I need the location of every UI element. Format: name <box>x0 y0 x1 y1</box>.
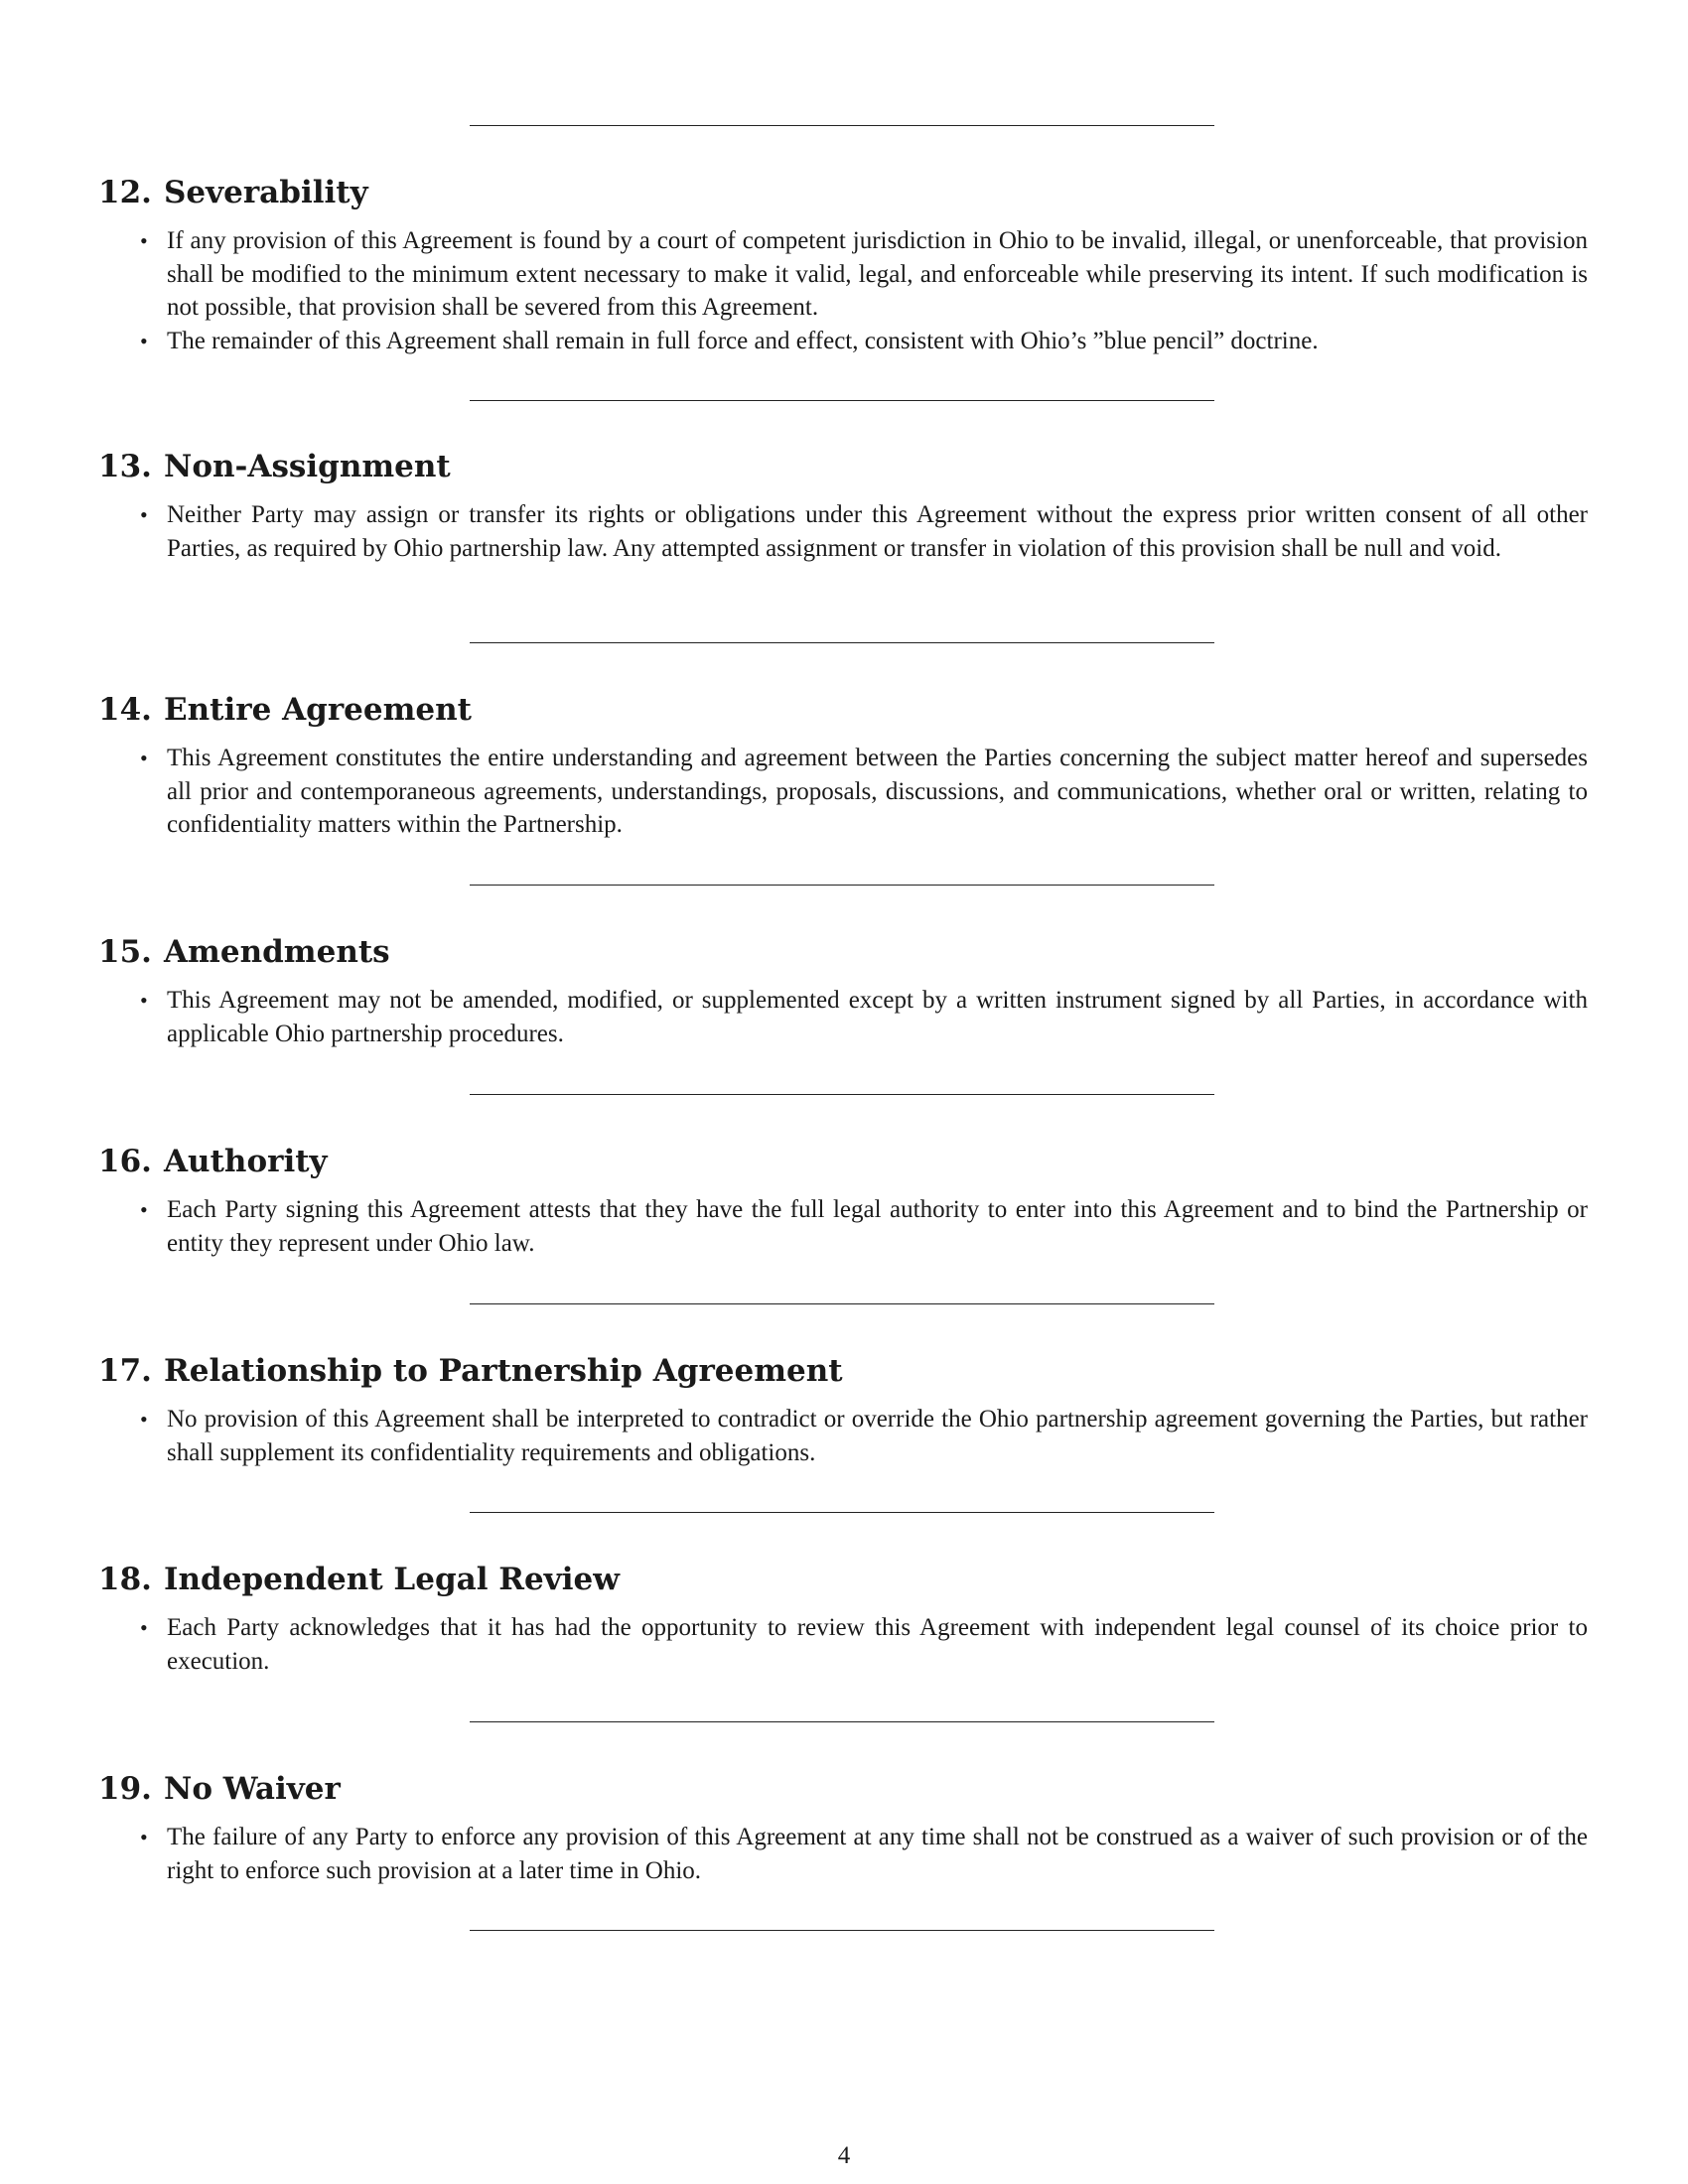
section-divider <box>470 1930 1214 1931</box>
section-number: 14. <box>98 692 152 728</box>
section-heading <box>98 692 1588 728</box>
bullet-icon: • <box>140 328 148 353</box>
list-item-text: This Agreement constitutes the entire understanding and agreement between the Parties concerning the subject matter hereof and supersedes all prior and contemporaneous agreements, understandings, proposals, discussions, and communications, whether oral or written, relating to confidentiality matters within the Partnership. <box>167 745 1588 838</box>
section-15 <box>98 934 1588 1050</box>
list-item <box>98 498 1588 565</box>
list-item-text: Each Party signing this Agreement attests that they have the full legal authority to enter into this Agreement and to bind the Partnership or entity they represent under Ohio law. <box>167 1196 1588 1257</box>
section-number: 13. <box>98 449 152 484</box>
section-heading <box>98 175 1588 210</box>
section-heading <box>98 1353 1588 1389</box>
section-divider <box>470 125 1214 126</box>
bullet-list <box>98 1611 1588 1678</box>
section-title: Severability <box>164 175 368 210</box>
section-title: Independent Legal Review <box>164 1562 620 1597</box>
bullet-list <box>98 1403 1588 1469</box>
section-heading <box>98 449 1588 484</box>
list-item-text: If any provision of this Agreement is found by a court of competent jurisdiction in Ohio to be invalid, illegal, or unenforceable, that provision shall be modified to the minimum extent necessary to make it valid, legal, and enforceable while preserving its intent. If such modification is not possible, that provision shall be severed from this Agreement. <box>167 227 1588 321</box>
section-heading <box>98 934 1588 970</box>
bullet-icon: • <box>140 988 148 1013</box>
bullet-icon: • <box>140 1197 148 1222</box>
list-item <box>98 1403 1588 1469</box>
bullet-list <box>98 1821 1588 1887</box>
list-item <box>98 984 1588 1050</box>
section-number: 19. <box>98 1771 152 1807</box>
list-item <box>98 1821 1588 1887</box>
section-heading <box>98 1771 1588 1807</box>
list-item-text: Each Party acknowledges that it has had the opportunity to review this Agreement with independent legal counsel of its choice prior to execution. <box>167 1614 1588 1675</box>
bullet-list <box>98 1193 1588 1260</box>
section-heading <box>98 1144 1588 1179</box>
bullet-list <box>98 742 1588 842</box>
list-item-text: Neither Party may assign or transfer its rights or obligations under this Agreement without the express prior written consent of all other Parties, as required by Ohio partnership law. Any attempted assignment or transfer in violation of this provision shall be null and void. <box>167 501 1588 562</box>
section-13 <box>98 449 1588 565</box>
section-12 <box>98 175 1588 357</box>
list-item <box>98 325 1588 358</box>
section-18 <box>98 1562 1588 1678</box>
section-14 <box>98 692 1588 842</box>
section-divider <box>470 642 1214 643</box>
section-divider <box>470 885 1214 886</box>
section-title: Amendments <box>164 934 390 970</box>
section-title: Authority <box>164 1144 328 1179</box>
section-number: 16. <box>98 1144 152 1179</box>
bullet-list <box>98 498 1588 565</box>
section-19 <box>98 1771 1588 1887</box>
bullet-list <box>98 224 1588 357</box>
section-title: Relationship to Partnership Agreement <box>164 1353 843 1389</box>
section-divider <box>470 1094 1214 1095</box>
section-title: Entire Agreement <box>164 692 472 728</box>
bullet-icon: • <box>140 228 148 253</box>
list-item-text: The failure of any Party to enforce any provision of this Agreement at any time shall not be construed as a waiver of such provision or of the right to enforce such provision at a later time in Ohio. <box>167 1824 1588 1884</box>
section-16 <box>98 1144 1588 1260</box>
section-number: 15. <box>98 934 152 970</box>
section-number: 12. <box>98 175 152 210</box>
list-item <box>98 1611 1588 1678</box>
list-item-text: The remainder of this Agreement shall remain in full force and effect, consistent with Ohio’s ”blue pencil” doctrine. <box>167 327 1319 354</box>
section-divider <box>470 400 1214 401</box>
list-item <box>98 224 1588 325</box>
section-title: Non-Assignment <box>164 449 451 484</box>
section-17 <box>98 1353 1588 1469</box>
bullet-icon: • <box>140 1407 148 1432</box>
list-item <box>98 1193 1588 1260</box>
page-number: 4 <box>837 2142 851 2169</box>
section-number: 18. <box>98 1562 152 1597</box>
section-heading <box>98 1562 1588 1597</box>
bullet-icon: • <box>140 1615 148 1640</box>
section-number: 17. <box>98 1353 152 1389</box>
bullet-icon: • <box>140 502 148 527</box>
section-divider <box>470 1721 1214 1722</box>
bullet-list <box>98 984 1588 1050</box>
list-item-text: This Agreement may not be amended, modified, or supplemented except by a written instrument signed by all Parties, in accordance with applicable Ohio partnership procedures. <box>167 987 1588 1047</box>
section-divider <box>470 1303 1214 1304</box>
bullet-icon: • <box>140 746 148 770</box>
list-item-text: No provision of this Agreement shall be interpreted to contradict or override the Ohio partnership agreement governing the Parties, but rather shall supplement its confidentiality requirements and obligations. <box>167 1406 1588 1466</box>
list-item <box>98 742 1588 842</box>
section-title: No Waiver <box>164 1771 341 1807</box>
bullet-icon: • <box>140 1825 148 1849</box>
section-divider <box>470 1512 1214 1513</box>
